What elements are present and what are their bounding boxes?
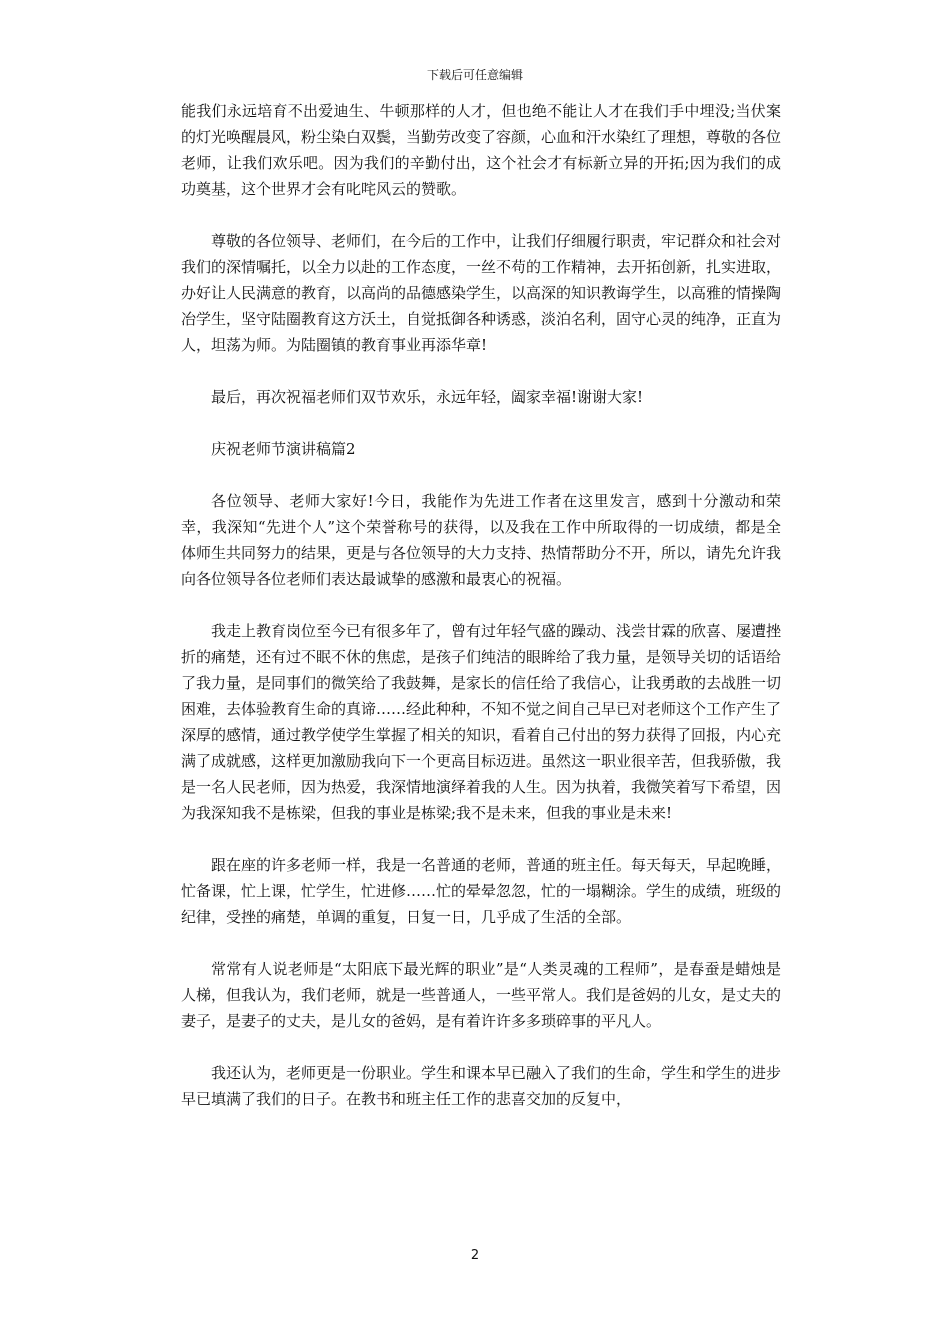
paragraph-4: 各位领导、老师大家好!今日，我能作为先进工作者在这里发言，感到十分激动和荣幸，我深知“先进个人”这个荣誉称号的获得，以及我在工作中所取得的一切成绩，都是全体师生共同努力的结果，更是与各位领导的大力支持、热情帮助分不开，所以，请先允许我向各位领导各位老师们表达最诚挚的感激和最衷心的祝福。 (181, 492, 782, 588)
paragraph-7: 常常有人说老师是“太阳底下最光辉的职业”是“人类灵魂的工程师”，是春蚕是蜡烛是人梯，但我认为，我们老师，就是一些普通人，一些平常人。我们是爸妈的儿女，是丈夫的妻子，是妻子的丈夫，是儿女的爸妈，是有着许许多多琐碎事的平凡人。 (181, 960, 782, 1030)
paragraph-2: 尊敬的各位领导、老师们，在今后的工作中，让我们仔细履行职责，牢记群众和社会对我们的深情嘱托，以全力以赴的工作态度，一丝不苟的工作精神，去开拓创新，扎实进取，办好让人民满意的教育，以高尚的品德感染学生，以高深的知识教诲学生，以高雅的情操陶冶学生，坚守陆圈教育这方沃土，自觉抵御各种诱惑，淡泊名利，固守心灵的纯净，正直为人，坦荡为师。为陆圈镇的教育事业再添华章! (181, 232, 782, 354)
page-header: 下载后可任意编辑 (426, 68, 523, 82)
paragraph-3: 最后，再次祝福老师们双节欢乐，永远年轻，阖家幸福!谢谢大家! (211, 388, 644, 406)
paragraph-8: 我还认为，老师更是一份职业。学生和课本早已融入了我们的生命，学生和学生的进步早已填满了我们的日子。在教书和班主任工作的悲喜交加的反复中， (181, 1064, 782, 1108)
paragraph-6: 跟在座的许多老师一样，我是一名普通的老师，普通的班主任。每天每天，早起晚睡，忙备课，忙上课，忙学生，忙进修……忙的晕晕忽忽，忙的一塌糊涂。学生的成绩，班级的纪律，受挫的痛楚，单调的重复，日复一日，几乎成了生活的全部。 (181, 856, 782, 926)
document-body (181, 98, 781, 1112)
section-heading: 庆祝老师节演讲稿篇2 (211, 440, 356, 458)
page-number: 2 (470, 1248, 480, 1263)
paragraph-5: 我走上教育岗位至今已有很多年了，曾有过年轻气盛的躁动、浅尝甘霖的欣喜、屡遭挫折的痛楚，还有过不眠不休的焦虑，是孩子们纯洁的眼眸给了我力量，是领导关切的话语给了我力量，是同事们的微笑给了我鼓舞，是家长的信任给了我信心，让我勇敢的去战胜一切困难，去体验教育生命的真谛……经此种种，不知不觉之间自己早已对老师这个工作产生了深厚的感情，通过教学使学生掌握了相关的知识，看着自己付出的努力获得了回报，内心充满了成就感，这样更加激励我向下一个更高目标迈进。虽然这一职业很辛苦，但我骄傲，我是一名人民老师，因为热爱，我深情地演绎着我的人生。因为执着，我微笑着写下希望，因为我深知我不是栋梁，但我的事业是栋梁;我不是未来，但我的事业是未来! (181, 622, 782, 822)
paragraph-1: 能我们永远培育不出爱迪生、牛顿那样的人才，但也绝不能让人才在我们手中埋没;当伏案的灯光唤醒晨风，粉尘染白双鬓，当勤劳改变了容颜，心血和汗水染红了理想，尊敬的各位老师，让我们欢乐吧。因为我们的辛勤付出，这个社会才有标新立异的开拓;因为我们的成功奠基，这个世界才会有叱咤风云的赞歌。 (181, 102, 782, 198)
